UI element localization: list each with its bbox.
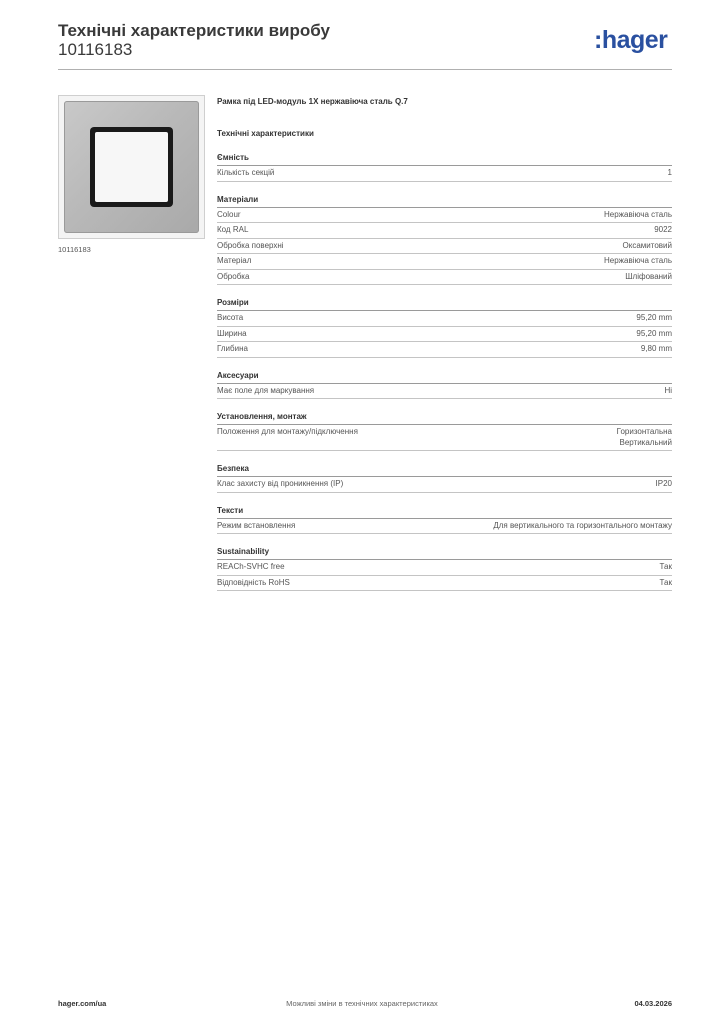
spec-label: Colour [217, 209, 241, 219]
spec-value-line: Так [659, 562, 672, 571]
spec-value [668, 168, 672, 179]
spec-label: Обробка поверхні [217, 240, 284, 250]
spec-value-line: Ні [664, 385, 672, 395]
spec-section [217, 505, 672, 535]
spec-value [604, 210, 672, 221]
spec-value [641, 344, 672, 355]
spec-value [493, 521, 672, 532]
spec-value-line: 95,20 mm [636, 313, 672, 322]
spec-row [217, 166, 672, 182]
section-title: Тексти [217, 505, 672, 519]
spec-value-line: IP20 [655, 479, 672, 488]
footer-note: Можливі зміни в технічних характеристиках [286, 999, 438, 1008]
frame-insert [90, 127, 173, 207]
spec-label: Обробка [217, 271, 250, 281]
spec-value-line: Оксамитовий [622, 240, 672, 250]
spec-value [604, 256, 672, 267]
section-title: Розміри [217, 297, 672, 311]
spec-row [217, 519, 672, 535]
spec-section [217, 194, 672, 286]
spec-section [217, 411, 672, 451]
spec-row [217, 223, 672, 239]
spec-value-line: Вертикальний [619, 437, 672, 447]
product-image [58, 95, 205, 239]
product-code: 10116183 [58, 40, 133, 59]
spec-value-line: Горизонтальна [616, 427, 672, 436]
spec-value-line: Нержавіюча сталь [603, 209, 672, 219]
spec-label: Режим встановлення [217, 520, 296, 530]
spec-label: Кількість секцій [217, 168, 275, 177]
spec-label: Ширина [217, 328, 247, 338]
header-divider [58, 69, 672, 70]
spec-section [217, 463, 672, 493]
spec-value-line: 9022 [654, 225, 672, 234]
spec-value-line: 1 [667, 168, 672, 177]
spec-row [217, 576, 672, 592]
footer-date: 04.03.2026 [634, 999, 672, 1008]
spec-label: Глибина [217, 344, 248, 353]
spec-sections [217, 152, 672, 591]
spec-row [217, 254, 672, 270]
spec-value [623, 241, 672, 252]
spec-section [217, 546, 672, 591]
spec-label: REACh-SVHC free [217, 562, 285, 571]
spec-section [217, 152, 672, 182]
spec-value [625, 272, 672, 283]
section-title: Аксесуари [217, 370, 672, 384]
spec-row [217, 311, 672, 327]
section-title: Безпека [217, 463, 672, 477]
spec-label: Відповідність RoHS [217, 577, 290, 587]
spec-value [636, 313, 672, 324]
section-title: Ємність [217, 152, 672, 166]
section-title: Sustainability [217, 546, 672, 560]
spec-heading: Технічні характеристики [217, 129, 314, 138]
spec-value-line: 9,80 mm [640, 344, 672, 353]
spec-row [217, 239, 672, 255]
spec-row [217, 477, 672, 493]
image-caption: 10116183 [58, 245, 91, 254]
spec-row [217, 560, 672, 576]
spec-value [660, 562, 672, 573]
spec-value [617, 427, 672, 448]
spec-row [217, 270, 672, 286]
spec-value [654, 225, 672, 236]
spec-row [217, 342, 672, 358]
spec-label: Матеріал [217, 256, 252, 265]
frame-plate [64, 101, 199, 233]
section-title: Матеріали [217, 194, 672, 208]
spec-value [656, 479, 672, 490]
frame-opening [95, 132, 168, 202]
spec-row [217, 327, 672, 343]
hager-logo: :hager [594, 26, 668, 54]
spec-content [217, 96, 672, 591]
spec-label: Висота [217, 313, 244, 322]
spec-label: Код RAL [217, 225, 249, 234]
spec-label: Положення для монтажу/підключення [217, 427, 358, 436]
spec-label: Клас захисту від проникнення (IP) [217, 479, 344, 488]
spec-value-line: 95,20 mm [636, 328, 672, 338]
spec-value [636, 329, 672, 340]
spec-row [217, 384, 672, 400]
section-title: Установлення, монтаж [217, 411, 672, 425]
page-title: Технічні характеристики виробу [58, 21, 330, 40]
spec-value-line: Нержавіюча сталь [603, 256, 672, 265]
spec-value [664, 386, 672, 397]
product-name: Рамка під LED-модуль 1X нержавіюча сталь Q.7 [217, 97, 408, 106]
spec-value-line: Шліфований [625, 271, 672, 281]
spec-value-line: Для вертикального та горизонтального монтажу [493, 520, 672, 530]
spec-row [217, 425, 672, 451]
spec-label: Має поле для маркування [217, 385, 315, 395]
spec-section [217, 297, 672, 358]
footer-website: hager.com/ua [58, 999, 107, 1008]
spec-value [660, 578, 672, 589]
spec-value-line: Так [659, 577, 672, 587]
spec-row [217, 208, 672, 224]
spec-section [217, 370, 672, 400]
